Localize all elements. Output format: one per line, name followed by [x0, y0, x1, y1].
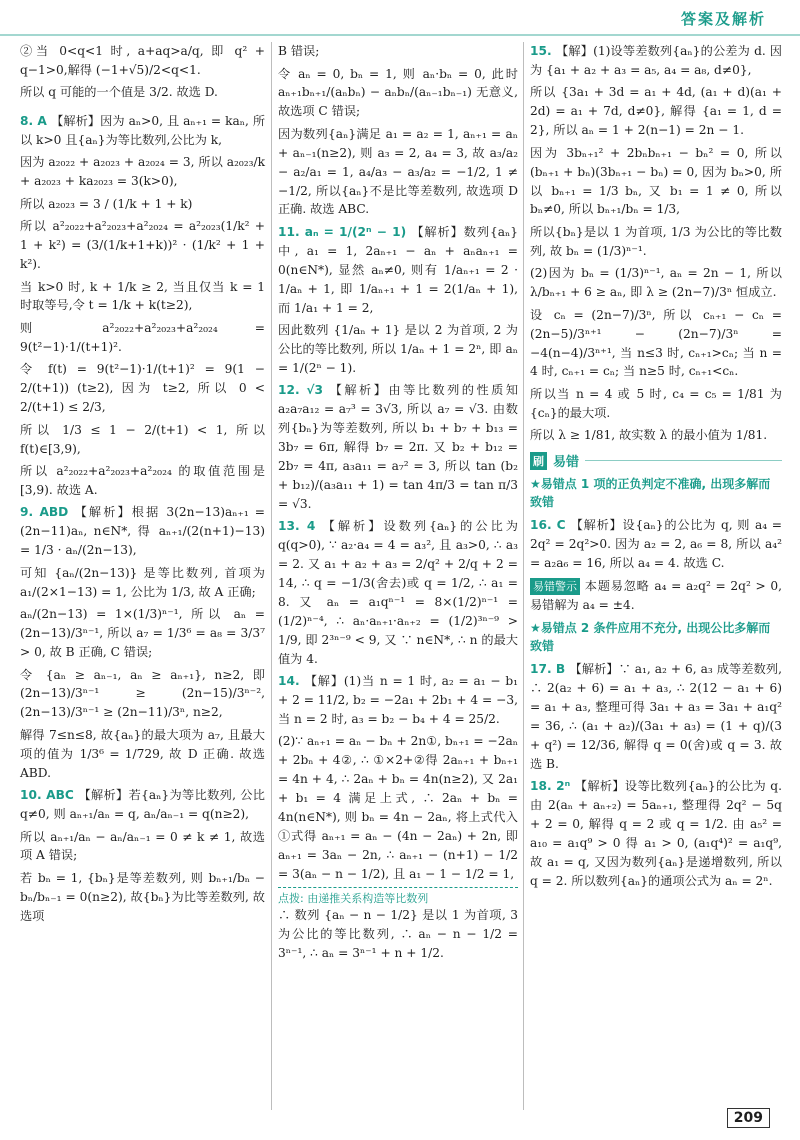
- text-line: 令 f(t) = 9(t²−1)·1/(t+1)² = 9(1 − 2/(t+1)) (t≥2), 因为 t≥2, 所以 0 < 2/(t+1) ≤ 2/3,: [20, 362, 265, 415]
- pitfall-heading: ★易错点 2 条件应用不充分, 出现公比多解而致错: [530, 621, 771, 654]
- text-line: 所以当 n = 4 或 5 时, c₄ = c₅ = 1/81 为{cₙ}的最大项.: [530, 386, 782, 420]
- text-line: 因为数列{aₙ}满足 a₁ = a₂ = 1, aₙ₊₁ = aₙ + aₙ₋₁(n≥2), 则 a₃ = 2, a₄ = 3, 故 a₃/a₂ − a₂/a₁ = 1, a₄/a₃ − a₃/a₂ = −1/2, 1 ≠ −1/2, 所以{aₙ}不是比等差数列, 故选项 D 正确. 故选 ABC.: [278, 126, 518, 217]
- answer-item: 17. B 【解析】∵ a₁, a₂ + 6, a₃ 成等差数列, ∴ 2(a₂ + 6) = a₁ + a₃, ∴ 2(12 − a₁ + 6) = a₁ + a₃, 整理可得 3a₁ + a₃ = 3a₁ + a₁q² = 36, ∴ (a₁ + a₂)/(3a₁ + a₃) = (1 + q)/(3 + q²) = 12/36, 解得 q = 0(舍)或 q = 3. 故选 B.: [530, 662, 782, 771]
- section-badge: 刷: [530, 452, 547, 470]
- text-line: 因为 3bₙ₊₁² + 2bₙbₙ₊₁ − bₙ² = 0, 所以 (bₙ₊₁ + bₙ)(3bₙ₊₁ − bₙ) = 0, 因为 bₙ>0, 所以 bₙ₊₁ = 1/3 bₙ, 又 b₁ = 1 ≠ 0, 所以 bₙ≠0, 所以 bₙ₊₁/bₙ = 1/3,: [530, 145, 782, 217]
- answer-item: 8. A 【解析】因为 aₙ>0, 且 aₙ₊₁ = kaₙ, 所以 k>0 且{aₙ}为等比数列,公比为 k,: [20, 113, 266, 147]
- text-line: 所以 λ ≥ 1/81, 故实数 λ 的最小值为 1/81.: [530, 428, 768, 443]
- text-line: 所以 aₙ₊₁/aₙ − aₙ/aₙ₋₁ = 0 ≠ k ≠ 1, 故选项 A 错误;: [20, 829, 265, 863]
- column-divider: [523, 42, 524, 1110]
- answer-item: 15. 【解】(1)设等差数列{aₙ}的公差为 d. 因为 {a₁ + a₂ + a₃ = a₅, a₄ = a₈, d≠0},: [530, 44, 782, 77]
- text-line: 则 a²₂₀₂₂+a²₂₀₂₃+a²₂₀₂₄ = 9(t²−1)·1/(t+1)².: [20, 320, 265, 354]
- column-left: [20, 42, 265, 929]
- answer-item: 10. ABC 【解析】若{aₙ}为等比数列, 公比 q≠0, 则 aₙ₊₁/aₙ = q, aₙ/aₙ₋₁ = q(n≥2),: [20, 788, 265, 822]
- hint-note: 点拨: 由递推关系构造等比数列: [278, 887, 518, 906]
- section-header: [530, 451, 782, 470]
- question-number: 17. B: [530, 662, 570, 677]
- page-number: 209: [727, 1108, 770, 1128]
- text-line: 所以 q 可能的一个值是 3/2. 故选 D.: [20, 85, 218, 100]
- answer-item: 9. ABD 【解析】根据 3(2n−13)aₙ₊₁ = (2n−11)aₙ, n∈N*, 得 aₙ₊₁/(2(n+1)−13) = 1/3 · aₙ/(2n−13),: [20, 505, 265, 558]
- question-number: 12. √3: [278, 383, 330, 398]
- text-line: 所以 a²₂₀₂₂+a²₂₀₂₃+a²₂₀₂₄ = a²₂₀₂₃(1/k² + 1 + k²) = (3/(1/k+1+k))² · (1/k² + 1 + k²).: [20, 219, 265, 272]
- section-title: 易错: [553, 455, 580, 471]
- question-number: 8. A: [20, 113, 52, 128]
- text-line: 令 aₙ = 0, bₙ = 1, 则 aₙ·bₙ = 0, 此时 aₙ₊₁bₙ₊₁/(aₙbₙ) − aₙbₙ/(aₙ₋₁bₙ₋₁) 无意义, 故选项 C 错误;: [278, 66, 518, 119]
- question-number: 15.: [530, 44, 557, 58]
- question-number: 14.: [278, 674, 305, 689]
- text-line: ②当 0<q<1 时, a+aq>a/q, 即 q² + q−1>0,解得 (−1+√5)/2<q<1.: [20, 44, 265, 77]
- text-line: ∴ 数列 {aₙ − n − 1/2} 是以 1 为首项, 3 为公比的等比数列, ∴ aₙ − n − 1/2 = 3ⁿ⁻¹, ∴ aₙ = 3ⁿ⁻¹ + n + 1/2.: [278, 908, 518, 961]
- text-line: (2)∵ aₙ₊₁ = aₙ − bₙ + 2n①, bₙ₊₁ = −2aₙ + 2bₙ + 4②, ∴ ①×2+②得 2aₙ₊₁ + bₙ₊₁ = 4n + 4, ∴ 2aₙ + bₙ = 4n(n≥2), 又 2a₁ + b₁ = 4 满足上式, ∴ 2aₙ + bₙ = 4n(n∈N*), 则 bₙ = 4n − 2aₙ, 将上式代入①式得 aₙ₊₁ = aₙ − (4n − 2aₙ) + 2n, 即 aₙ₊₁ = 3aₙ − 2n, ∴ aₙ₊₁ − (n+1) − 1/2 = 3(aₙ − n − 1/2), 且 a₁ − 1 − 1/2 = 1,: [278, 734, 518, 881]
- text-line: 设 cₙ = (2n−7)/3ⁿ, 所以 cₙ₊₁ − cₙ = (2n−5)/3ⁿ⁺¹ − (2n−7)/3ⁿ = −4(n−4)/3ⁿ⁺¹, 当 n≤3 时, cₙ₊₁>cₙ; 当 n = 4 时, cₙ₊₁ = cₙ; 当 n≥5 时, cₙ₊₁<cₙ.: [530, 307, 782, 379]
- warning-badge: 易错警示: [530, 578, 580, 595]
- warning-note: 易错警示 本题易忽略 a₄ = a₂q² = 2q² > 0, 易错解为 a₄ = ±4.: [530, 578, 782, 612]
- column-middle: [278, 42, 518, 967]
- answer-item: 12. √3 【解析】由等比数列的性质知 a₂a₇a₁₂ = a₇³ = 3√3, 所以 a₇ = √3. 由数列{bₙ}为等差数列, 所以 b₁ + b₇ + b₁₃ = 3b₇ = 6π, 解得 b₇ = 2π. 又 b₂ + b₁₂ = 2b₇ = 4π, a₃a₁₁ = a₇² = 3, 所以 tan (b₂ + b₁₂)/(a₃a₁₁ + 1) = tan 4π/3 = tan π/3 = √3.: [278, 383, 519, 511]
- text-line: 因为 a₂₀₂₂ + a₂₀₂₃ + a₂₀₂₄ = 3, 所以 a₂₀₂₃/k + a₂₀₂₃ + ka₂₀₂₃ = 3(k>0),: [20, 155, 265, 189]
- text-line: 可知 {aₙ/(2n−13)} 是等比数列, 首项为 a₁/(2×1−13) = 1, 公比为 1/3, 故 A 正确;: [20, 565, 265, 599]
- text-line: 若 bₙ = 1, {bₙ}是等差数列, 则 bₙ₊₁/bₙ − bₙ/bₙ₋₁ = 0(n≥2), 故{bₙ}为比等差数列, 故选项: [20, 870, 265, 923]
- question-number: 10. ABC: [20, 788, 79, 803]
- column-divider: [271, 42, 272, 1110]
- section-rule: [585, 460, 782, 461]
- text-line: B 错误;: [278, 44, 320, 58]
- text-line: 所以 1/3 ≤ 1 − 2/(t+1) < 1, 所以 f(t)∈[3,9),: [20, 422, 265, 456]
- question-number: 9. ABD: [20, 505, 75, 520]
- text-line: aₙ/(2n−13) = 1×(1/3)ⁿ⁻¹, 所以 aₙ = (2n−13)/3ⁿ⁻¹, 所以 a₇ = 1/3⁶ = a₈ = 3/3⁷ > 0, 故 B 正确, C 错误;: [20, 607, 265, 659]
- text-line: 当 k>0 时, k + 1/k ≥ 2, 当且仅当 k = 1 时取等号,令 t = 1/k + k(t≥2),: [20, 279, 265, 313]
- text-line: 所以 a²₂₀₂₂+a²₂₀₂₃+a²₂₀₂₄ 的取值范围是 [3,9). 故选 A.: [20, 464, 265, 497]
- column-right: [530, 42, 782, 894]
- question-number: 18. 2ⁿ: [530, 779, 575, 794]
- answer-item: 13. 4 【解析】设数列{aₙ}的公比为 q(q>0), ∵ a₂·a₄ = 4 = a₃², 且 a₃>0, ∴ a₃ = 2. 又 a₁ + a₂ + a₃ = 2/q² + 2/q + 2 = 14, ∴ q = −1/3(舍去)或 q = 1/2, ∴ a₁ = 8. 又 aₙ = a₁qⁿ⁻¹ = 8×(1/2)ⁿ⁻¹ = (1/2)ⁿ⁻⁴, ∴ aₙ·aₙ₊₁·aₙ₊₂ = (1/2)³ⁿ⁻⁹ > 1/9, 即 2³ⁿ⁻⁹ < 9, 又 ∵ n∈N*, ∴ n 的最大值为 4.: [278, 519, 518, 666]
- text-line: 解得 7≤n≤8, 故{aₙ}的最大项为 a₇, 且最大项的值为 1/3⁶ = 1/729, 故 D 正确. 故选 ABD.: [20, 727, 265, 780]
- text-line: 因此数列 {1/aₙ + 1} 是以 2 为首项, 2 为公比的等比数列, 所以 1/aₙ + 1 = 2ⁿ, 即 aₙ = 1/(2ⁿ − 1).: [278, 323, 518, 375]
- header-title: 答案及解析: [680, 10, 766, 28]
- text-line: 令 {aₙ ≥ aₙ₋₁, aₙ ≥ aₙ₊₁}, n≥2, 即 (2n−13)/3ⁿ⁻¹ ≥ (2n−15)/3ⁿ⁻², (2n−13)/3ⁿ⁻¹ ≥ (2n−11)/3ⁿ, n≥2,: [20, 667, 265, 720]
- question-number: 13. 4: [278, 519, 323, 534]
- text-line: 所以 {3a₁ + 3d = a₁ + 4d, (a₁ + d)(a₁ + 2d) = a₁ + 7d, d≠0}, 解得 {a₁ = 1, d = 2}, 所以 aₙ = 1 + 2(n−1) = 2n − 1.: [530, 85, 782, 138]
- text-line: (2)因为 bₙ = (1/3)ⁿ⁻¹, aₙ = 2n − 1, 所以 λ/bₙ₊₁ + 6 ≥ aₙ, 即 λ ≥ (2n−7)/3ⁿ 恒成立.: [530, 266, 782, 300]
- pitfall-heading: ★易错点 1 项的正负判定不准确, 出现多解而致错: [530, 477, 771, 510]
- answer-item: 16. C 【解析】设{aₙ}的公比为 q, 则 a₄ = 2q² = 2q²>0. 因为 a₂ = 2, a₆ = 8, 所以 a₄² = a₂a₆ = 16, 所以 a₄ = 4. 故选 C.: [530, 518, 782, 571]
- answer-item: 14. 【解】(1)当 n = 1 时, a₂ = a₁ − b₁ + 2 = 11/2, b₂ = −2a₁ + 2b₁ + 4 = −3, 当 n = 2 时, a₃ = b₂ − b₄ + 4 = 25/2.: [278, 674, 519, 726]
- answer-item: 11. aₙ = 1/(2ⁿ − 1) 【解析】数列{aₙ}中, a₁ = 1, 2aₙ₊₁ − aₙ + aₙaₙ₊₁ = 0(n∈N*), 显然 aₙ≠0, 则有 1/aₙ₊₁ = 2 · 1/aₙ + 1, 即 1/aₙ₊₁ + 1 = 2(1/aₙ + 1), 而 1/a₁ + 1 = 2,: [278, 224, 518, 315]
- text-line: 所以 a₂₀₂₃ = 3 / (1/k + 1 + k): [20, 196, 193, 211]
- question-number: 11. aₙ = 1/(2ⁿ − 1): [278, 224, 412, 239]
- header-rule: [0, 34, 800, 36]
- text-line: 所以{bₙ}是以 1 为首项, 1/3 为公比的等比数列, 故 bₙ = (1/3)ⁿ⁻¹.: [530, 224, 782, 258]
- question-number: 16. C: [530, 518, 571, 533]
- answer-item: 18. 2ⁿ 【解析】设等比数列{aₙ}的公比为 q. 由 2(aₙ + aₙ₊₂) = 5aₙ₊₁, 整理得 2q² − 5q + 2 = 0, 解得 q = 2 或 q = 1/2. 由 a₅² = a₁₀ = a₁q⁹ > 0 得 a₁ > 0, (a₁q⁴)² = a₁q⁹, 故 a₁ = q, 又因为数列{aₙ}是递增数列, 所以 q = 2. 所以数列{aₙ}的通项公式为 aₙ = 2ⁿ.: [530, 779, 782, 888]
